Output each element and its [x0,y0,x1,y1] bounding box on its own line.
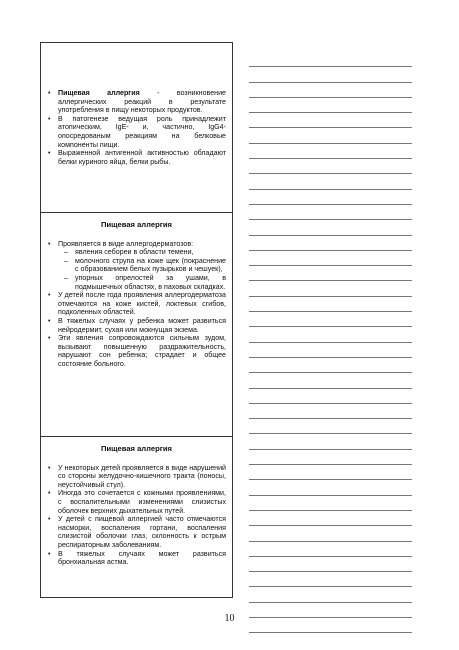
term-bold: Пищевая аллергия [58,89,140,97]
bullet-text: У детей после года проявления аллергодерматоза отмечаются на коже кистей, локтевых сгибов, подколенных областей. [58,291,226,317]
note-line [249,236,412,251]
slide-3 [40,437,233,598]
note-line [249,389,412,404]
sub-list [58,248,226,291]
slide-2-bullet-2 [47,291,226,317]
note-line [249,205,412,220]
note-line [249,83,412,98]
slide-1-bullet-list [47,89,226,166]
note-line [249,174,412,189]
bullet-text: В патогенезе ведущая роль принадлежит атопическим, IgE- и, частично, IgG4-опосредованым реакциям на белковые компоненты пищи. [58,114,226,149]
note-line [249,327,412,342]
note-line [249,496,412,511]
note-line [249,251,412,266]
note-line [249,542,412,557]
note-line [249,419,412,434]
note-line [249,526,412,541]
slide-3-title: Пищевая аллергия [101,444,172,453]
notes-lines [249,52,412,633]
note-line [249,113,412,128]
slide-2-bullet-1 [47,240,226,292]
note-line [249,343,412,358]
note-line [249,434,412,449]
bullet-text: У детей с пищевой аллергией часто отмечаются насморки, воспаления гортани, воспаления слизистой оболочки глаз, склонность к острым респираторным заболеваниям. [58,515,226,549]
note-line [249,450,412,465]
note-line [249,358,412,373]
note-line [249,373,412,388]
slide-3-bullet-2 [47,489,226,515]
slide-3-bullet-4 [47,550,226,567]
slide-1-bullet-2 [47,115,226,149]
sub-item: – явления себореи в области темени, [64,248,226,257]
bullet-text: Выраженной антигенной активностью обладают белки куриного яйца, белки рыбы. [58,149,226,166]
sub-item: – молочного струпа на коже щек (покраснение с образованием белых пузырьков и чешуек), [64,257,226,274]
note-line [249,67,412,82]
page-number: 10 [224,613,235,624]
note-line [249,220,412,235]
note-line [249,587,412,602]
slide-3-bullet-3 [47,515,226,549]
note-line [249,128,412,143]
slide-2-bullet-3 [47,317,226,334]
slide-column [40,42,233,598]
bullet-text: В тяжелых случаях у ребенка может развиться нейродермит, сухая или мокнущая экзема. [58,316,226,334]
note-line [249,480,412,495]
slide-3-bullet-list [47,464,226,567]
note-line [249,144,412,159]
note-line [249,190,412,205]
note-line [249,557,412,572]
bullet-text: У некоторых детей проявляется в виде нарушений со стороны желудочно-кишечного тракта (поносы, неустойчивый стул). [58,463,226,489]
note-line [249,404,412,419]
sub-item: – упорных опрелостей за ушами, в подмышечных областях, в паховых складках. [64,274,226,291]
note-line [249,159,412,174]
slide-1-bullet-1 [47,89,226,115]
bullet-text: Иногда это сочетается с кожными проявлениями, с воспалительными изменениями слизистых оболочек верхних дыхательных путей. [58,489,226,515]
slide-1 [40,42,233,213]
slide-2-title: Пищевая аллергия [101,220,172,229]
note-line [249,98,412,113]
slide-2-bullet-list [47,240,226,369]
slide-1-bullet-3 [47,149,226,166]
slide-2-bullet-4 [47,334,226,368]
note-line [249,281,412,296]
note-line [249,266,412,281]
note-line [249,465,412,480]
bullet-text: Эти явления сопровождаются сильным зудом, вызывают повышенную раздражительность, нарушают сон ребенка; страдает и общее состояние больного. [58,334,226,368]
bullet-text: - возникновение аллергических реакций в результате употребления в пищу некоторых продуктов. [58,89,226,115]
bullet-text: В тяжелых случаях может развиться бронхиальная астма. [58,549,226,567]
note-line [249,511,412,526]
note-line [249,572,412,587]
slide-3-bullet-1 [47,464,226,490]
slide-2 [40,213,233,437]
note-line [249,297,412,312]
note-line [249,52,412,67]
note-line [249,312,412,327]
bullet-text: Проявляется в виде аллергодерматозов: [58,239,194,248]
